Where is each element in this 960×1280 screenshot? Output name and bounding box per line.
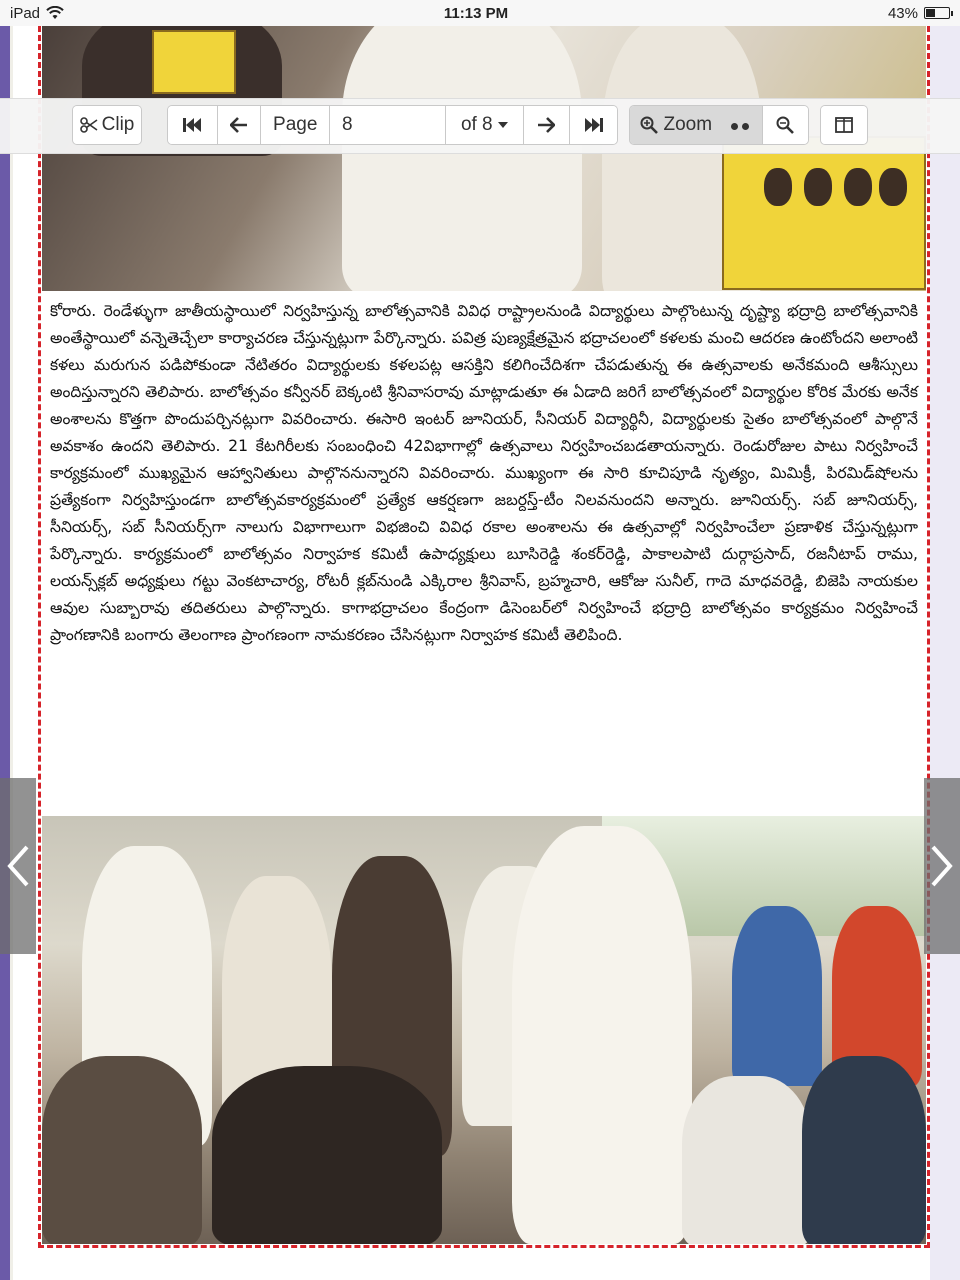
page-count-dropdown[interactable] [446,106,524,144]
previous-page-arrow[interactable] [0,778,36,954]
previous-page-button[interactable] [218,106,262,144]
photo-speaker [512,826,692,1244]
zoom-group [629,105,809,145]
caret-down-icon [498,122,508,128]
layout-group [820,105,868,145]
battery-icon [924,7,950,19]
next-page-button[interactable] [524,106,571,144]
photo-seated-person [42,1056,202,1244]
zoom-button[interactable] [630,106,763,144]
dot [742,123,749,130]
next-page-arrow[interactable] [924,778,960,954]
battery-fill [926,9,935,17]
background-page-edge [10,26,13,1280]
page-number-input[interactable] [330,106,446,144]
poster-face [764,168,792,206]
dot [731,123,738,130]
photo-poster [722,136,926,290]
wifi-icon [46,6,64,20]
zoom-in-icon [640,116,658,134]
status-left [10,5,64,22]
clip-group [72,105,142,145]
page-count-label: of 8 [460,114,493,135]
photo-seated-person [802,1056,926,1244]
article-text: కోరారు. రెండేళ్ళుగా జాతీయస్థాయిలో నిర్వహిస్తున్న బాలోత్సవానికి వివిధ రాష్ట్రాలనుండి విద్యార్థులు పాల్గొంటున్న దృష్ట్యా భద్రాద్రి బాలోత్సవానికి అంతేస్థాయిలో వన్నెతెచ్చేలా కార్యాచరణ చేస్తున్నట్లుగా పేర్కొన్నారు. పవిత్ర పుణ్యక్షేత్రమైన భద్రాచలంలో కళలకు మంచి ఆదరణ ఉంటోందని అలాంటి కళలు మరుగున పడిపోకుండా నేటితరం విద్యార్థులకు కళలపట్ల ఆసక్తిని కలిగించేదిశగా చేపడుతున్న ఈ ఉత్సవాలకు అనేకమంది ఆశీస్సులు అందిస్తున్నారని తెలిపారు. బాలోత్సవం కన్వీనర్ బెక్కంటి శ్రీనివాసరావు మాట్లాడుతూ ఈ ఏడాది జరిగే బాలోత్సవంలో విద్యార్థుల కోరిక మేరకు అనేక అంశాలను కొత్తగా పొందుపర్చినట్లుగా వివరించారు. ఈసారి ఇంటర్ జూనియర్, సీనియర్ విద్యార్థినీ, విద్యార్థులకు సైతం బాలోత్సవంలో పాల్గొనే అవకాశం ఉందని తెలిపారు. 21 కేటగిరీలకు సంబంధించి 42విభాగాల్లో ఉత్సవాలు నిర్వహించబడతాయన్నారు. రెండురోజుల పాటు నిర్వహించే కార్యక్రమంలో ముఖ్యమైన ఆహ్వానితులు పాల్గొననున్నారని వివరించారు. ముఖ్యంగా ఈ సారి కూచిపూడి నృత్యం, మిమిక్రీ, పిరమిడ్‌షోలను ప్రత్యేకంగా నిర్వహిస్తుండగా బాలోత్సవకార్యక్రమంలో ప్రత్యేక ఆకర్షణగా జబర్దస్త్-టీం నిలవనుందని అన్నారు. జూనియర్స్. సబ్ జూనియర్స్, సీనియర్స్, సబ్ సీనియర్స్‌గా నాలుగు విభాగాలుగా విభజించి వివిధ రకాల అంశాలను ఈ ఉత్సవాల్లో నిర్వహించేలా ప్రణాళిక చేస్తున్నట్లుగా పేర్కొన్నారు. కార్యక్రమంలో బాలోత్సవం నిర్వాహక కమిటీ ఉపాధ్యక్షులు బూసిరెడ్డి శంకర్‌రెడ్డి, పాకాలపాటి దుర్గాప్రసాద్, రజనీటాప్ రాము, లయన్స్‌క్లబ్ అధ్యక్షులు గట్టు వెంకటాచార్య, రోటరీ క్లబ్‌నుండి ఎక్కిరాల శ్రీనివాస్, బ్రహ్మచారి, ఆకోజు సునీల్, గాదె మాధవరెడ్డి, బిజెపి నాయకుల ఆవుల సుబ్బారావు తదితరులు పాల్గొన్నారు. కాగాభద్రాచలం కేంద్రంగా డిసెంబర్‌లో నిర్వహించే భద్రాద్రి బాలోత్సవం కార్యక్రమం నిర్వహించే ప్రాంగణానికి బంగారు తెలంగాణ ప్రాంగణంగా నామకరణం చేసినట్లుగా నిర్వాహక కమిటీ తెలిపింది. [44,294,924,810]
zoom-level-dots [729,114,751,136]
zoom-label: Zoom [663,114,713,135]
pagination-group [167,105,618,145]
photo-seated-person [212,1066,442,1244]
zoom-out-button[interactable] [763,106,808,144]
background-page-left [0,26,10,1280]
poster-face [804,168,832,206]
poster-face [879,168,907,206]
clip-button[interactable] [73,106,141,144]
last-page-button[interactable] [570,106,617,144]
photo-seated-person [682,1076,812,1244]
last-page-icon [584,117,604,133]
status-right [888,5,950,22]
clip-label: Clip [101,114,135,135]
background-page-right [930,26,960,1280]
first-page-icon [182,117,202,133]
columns-icon [835,117,853,133]
photo-person [732,906,822,1086]
status-bar [0,0,960,26]
device-label: iPad [10,4,41,22]
photo-small-poster [152,30,236,94]
photo-person-white-shirt [342,26,582,291]
status-time: 11:13 PM [443,4,509,22]
previous-page-icon [230,117,248,133]
first-page-button[interactable] [168,106,218,144]
scissors-icon [80,117,98,133]
bottom-photo [42,816,926,1244]
columns-toggle-button[interactable] [821,106,867,144]
zoom-out-icon [776,116,794,134]
chevron-left-icon [6,844,30,888]
poster-face [844,168,872,206]
top-photo [42,26,926,291]
viewer-toolbar [0,98,960,154]
battery-percent: 43% [887,4,918,22]
page-label: Page [261,106,330,144]
next-page-icon [537,117,555,133]
chevron-right-icon [930,844,954,888]
